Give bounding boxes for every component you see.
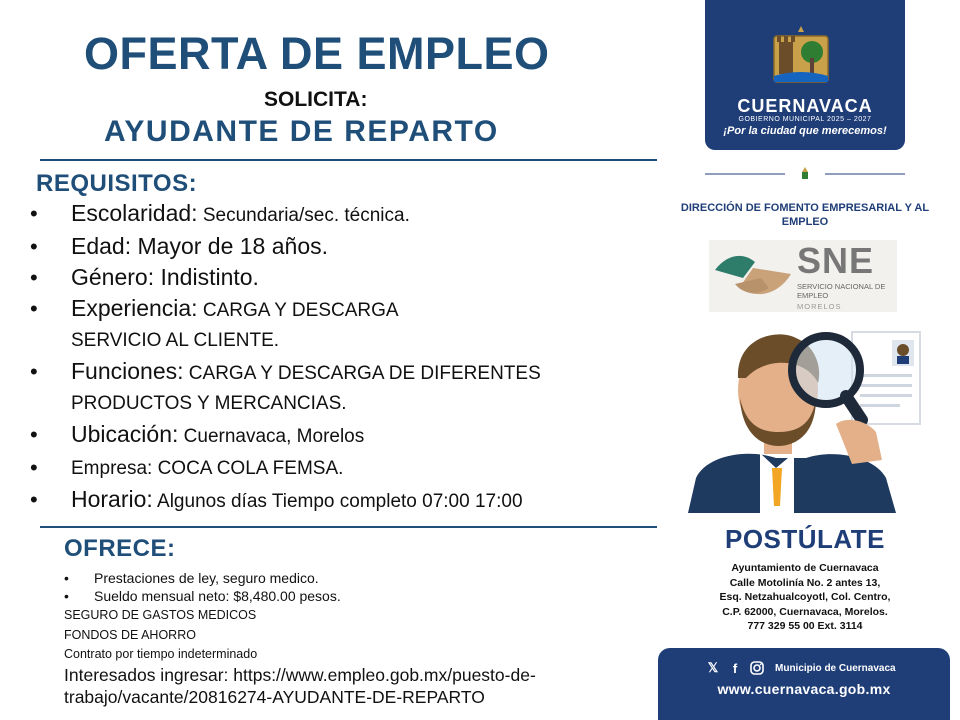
sne-title: SNE bbox=[797, 240, 875, 281]
req-empresa: • Empresa: COCA COLA FEMSA. bbox=[30, 455, 344, 480]
divider-top bbox=[40, 159, 657, 161]
req-edad: • Edad: Mayor de 18 años. bbox=[30, 233, 328, 259]
req-label: Horario: bbox=[71, 486, 153, 512]
handshake-icon bbox=[713, 244, 793, 308]
req-label: Empresa: COCA COLA FEMSA. bbox=[71, 458, 344, 479]
page-title: OFERTA DE EMPLEO bbox=[84, 28, 550, 79]
req-funciones: • Funciones: CARGA Y DESCARGA DE DIFERENTES PRODUCTOS Y MERCANCIAS. bbox=[30, 356, 670, 419]
req-label: Escolaridad: bbox=[71, 200, 198, 226]
ofrece-extra: FONDOS DE AHORRO bbox=[64, 628, 196, 642]
facebook-icon[interactable]: f bbox=[732, 660, 738, 676]
req-experiencia: • Experiencia: CARGA Y DESCARGA SERVICIO AL CLIENTE. bbox=[30, 293, 670, 356]
req-label: Edad: Mayor de 18 años. bbox=[71, 233, 328, 259]
requisitos-list bbox=[30, 198, 670, 517]
city-name: CUERNAVACA bbox=[737, 96, 873, 116]
address-line: Esq. Netzahualcoyotl, Col. Centro, bbox=[719, 591, 891, 603]
req-value-cont: PRODUCTOS Y MERCANCIAS. bbox=[71, 393, 347, 414]
req-label: Funciones: bbox=[71, 358, 184, 384]
position-title: AYUDANTE DE REPARTO bbox=[104, 115, 499, 148]
apply-link-text[interactable]: Interesados ingresar: https://www.empleo.gob.mx/puesto-de-trabajo/vacante/20816274-AYUDANTE-DE-REPARTO bbox=[64, 665, 536, 707]
req-label: Experiencia: bbox=[71, 295, 198, 321]
req-horario: • Horario: Algunos días Tiempo completo 07:00 17:00 bbox=[30, 486, 523, 512]
direccion-label: DIRECCIÓN DE FOMENTO EMPRESARIAL Y AL EMPLEO bbox=[680, 202, 930, 228]
req-value: Algunos días Tiempo completo 07:00 17:00 bbox=[152, 491, 523, 512]
ofrece-extra: SEGURO DE GASTOS MEDICOS bbox=[64, 608, 257, 622]
instagram-icon[interactable] bbox=[749, 660, 765, 676]
sne-state: MORELOS bbox=[797, 302, 842, 311]
req-label: Ubicación: bbox=[71, 421, 179, 447]
req-value-cont: SERVICIO AL CLIENTE. bbox=[71, 330, 280, 351]
req-value: CARGA Y DESCARGA DE DIFERENTES bbox=[183, 363, 541, 384]
req-escolaridad: • Escolaridad: Secundaria/sec. técnica. bbox=[30, 200, 410, 226]
req-genero: • Género: Indistinto. bbox=[30, 264, 259, 290]
req-value: CARGA Y DESCARGA bbox=[197, 300, 399, 321]
address-line: 777 329 55 00 Ext. 3114 bbox=[747, 620, 863, 632]
sne-subtitle: SERVICIO NACIONAL DE EMPLEO bbox=[797, 282, 886, 300]
req-ubicacion: • Ubicación: Cuernavaca, Morelos bbox=[30, 421, 365, 447]
social-row bbox=[705, 658, 896, 678]
recruiter-illustration bbox=[676, 328, 926, 513]
address-block bbox=[680, 561, 930, 634]
req-value: Secundaria/sec. técnica. bbox=[197, 205, 410, 226]
ofrece-item-text: Prestaciones de ley, seguro medico. bbox=[94, 570, 319, 586]
slogan: ¡Por la ciudad que merecemos! bbox=[723, 125, 887, 137]
ofrece-item: • Prestaciones de ley, seguro medico. bbox=[64, 570, 319, 586]
crest-icon bbox=[766, 22, 836, 92]
gov-line: GOBIERNO MUNICIPAL 2025 – 2027 bbox=[738, 116, 872, 123]
req-value: Cuernavaca, Morelos bbox=[178, 426, 365, 447]
ofrece-item-text: Sueldo mensual neto: $8,480.00 pesos. bbox=[94, 588, 341, 604]
divider-bottom bbox=[40, 526, 657, 528]
requisitos-heading: REQUISITOS: bbox=[36, 170, 198, 197]
ofrece-heading: OFRECE: bbox=[64, 535, 176, 562]
ofrece-list bbox=[64, 569, 341, 605]
address-line: Calle Motolinía No. 2 antes 13, bbox=[729, 576, 881, 589]
postulate-heading: POSTÚLATE bbox=[724, 524, 886, 554]
address-line: Ayuntamiento de Cuernavaca bbox=[731, 562, 879, 574]
ofrece-extra: Contrato por tiempo indeterminado bbox=[64, 647, 258, 661]
ofrece-item: • Sueldo mensual neto: $8,480.00 pesos. bbox=[64, 588, 341, 604]
municipio-label: Municipio de Cuernavaca bbox=[775, 662, 896, 674]
decorative-divider bbox=[705, 167, 905, 179]
address-line: C.P. 62000, Cuernavaca, Morelos. bbox=[722, 605, 888, 618]
website-link[interactable]: www.cuernavaca.gob.mx bbox=[717, 681, 891, 697]
solicita-label: SOLICITA: bbox=[264, 88, 368, 111]
req-label: Género: Indistinto. bbox=[71, 264, 259, 290]
x-icon[interactable]: 𝕏 bbox=[707, 660, 719, 675]
